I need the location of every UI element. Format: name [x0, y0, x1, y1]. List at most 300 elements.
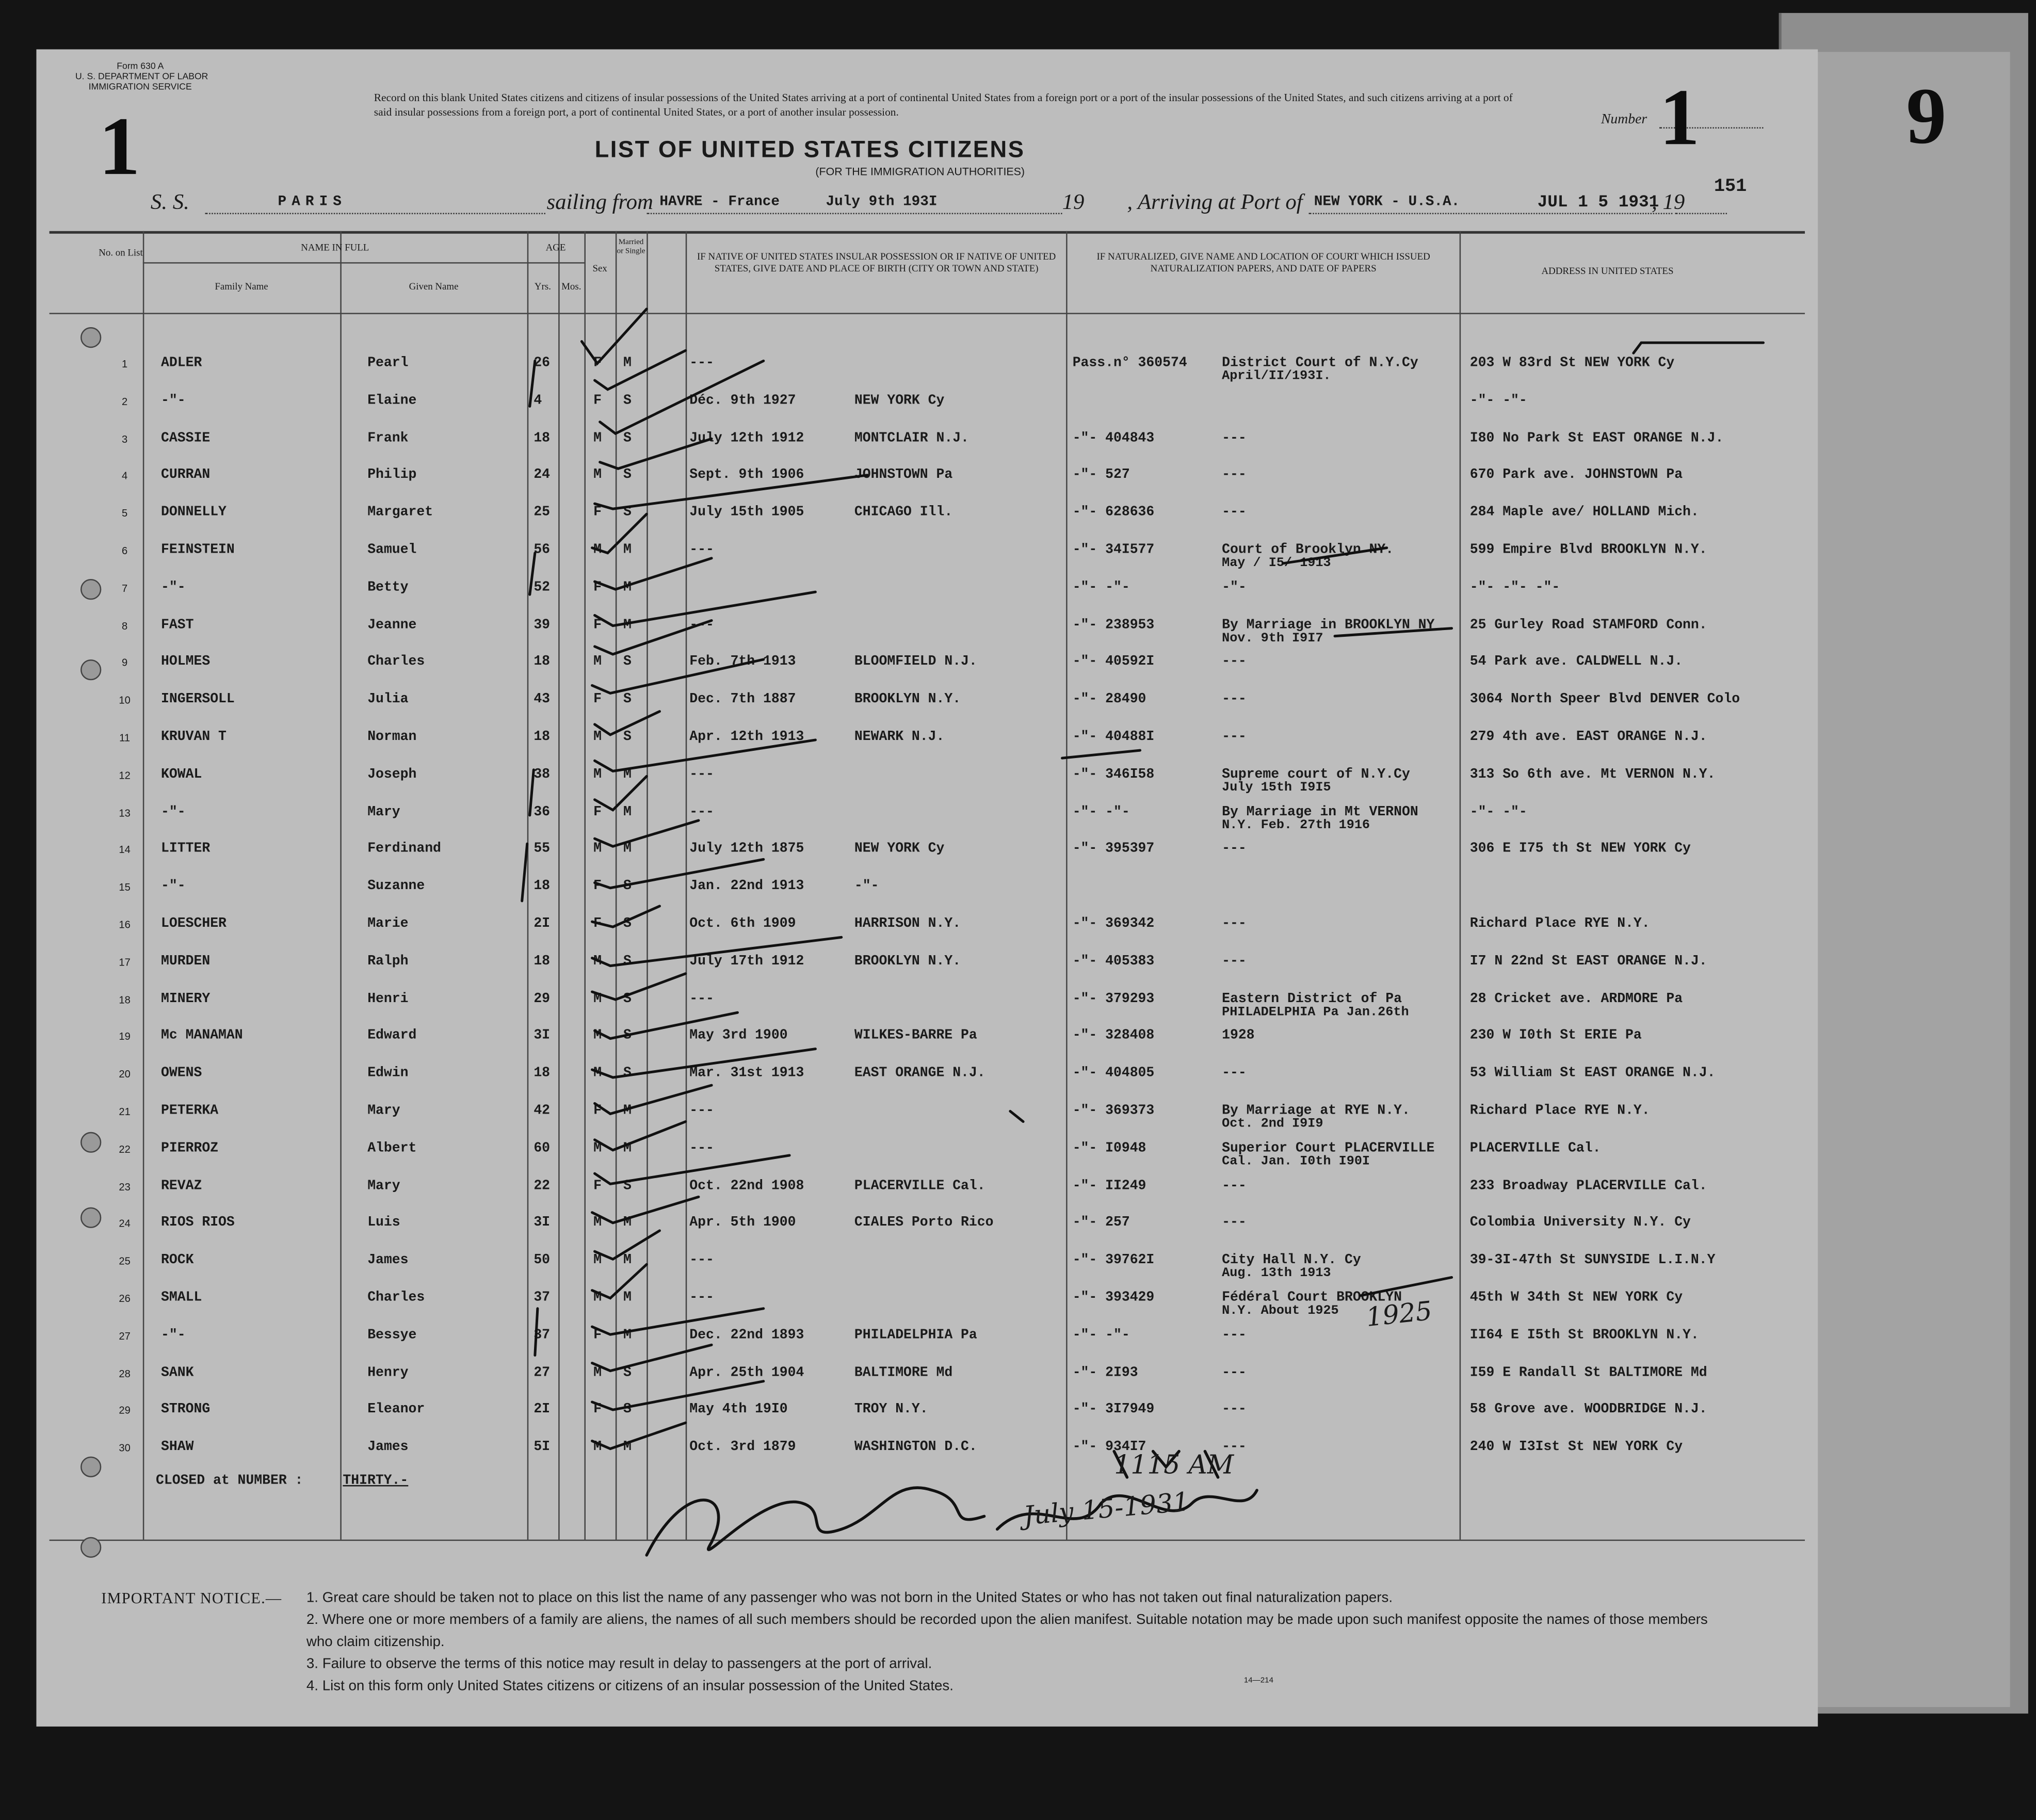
family-name: -"-	[161, 879, 186, 895]
address: Richard Place RYE N.Y.	[1469, 916, 1650, 932]
court-line-1: 1928	[1222, 1028, 1255, 1044]
row-number: 10	[119, 695, 131, 707]
birth-place: JOHNSTOWN Pa	[854, 468, 953, 484]
birth-date: ---	[689, 1290, 714, 1306]
row-number: 3	[121, 433, 128, 445]
sex: M	[593, 430, 602, 446]
given-name: Norman	[367, 729, 417, 746]
age-years: 18	[534, 1066, 551, 1082]
birth-date: ---	[689, 767, 714, 783]
birth-date: July 15th 1905	[689, 505, 804, 521]
certificate-number: -"- 369373	[1072, 1103, 1155, 1119]
marital-status: S	[623, 1066, 632, 1082]
address: 306 E I75 th St NEW YORK Cy	[1469, 842, 1691, 858]
court-line-1: ---	[1222, 1440, 1247, 1456]
page-edge	[1815, 52, 2010, 1708]
age-years: 18	[534, 430, 551, 446]
age-years: 2I	[534, 1402, 551, 1419]
sex: M	[593, 954, 602, 970]
address: 58 Grove ave. WOODBRIDGE N.J.	[1469, 1402, 1707, 1419]
form-code: 14—214	[1243, 1677, 1273, 1685]
court-line-1: ---	[1222, 692, 1247, 708]
given-name: Edwin	[367, 1066, 409, 1082]
punch-hole	[80, 1537, 101, 1558]
family-name: INGERSOLL	[161, 692, 235, 708]
family-name: -"-	[161, 580, 186, 596]
notice-label: IMPORTANT NOTICE.—	[101, 1589, 282, 1607]
certificate-number: -"- 28490	[1072, 692, 1146, 708]
age-years: 60	[534, 1140, 551, 1156]
court-line-1: Supreme court of N.Y.Cy	[1222, 767, 1410, 783]
family-name: MINERY	[161, 991, 211, 1007]
birth-date: Mar. 31st 1913	[689, 1066, 804, 1082]
punch-hole	[80, 1207, 101, 1228]
court-line-1: ---	[1222, 1215, 1247, 1231]
row-number: 27	[119, 1330, 131, 1342]
row-number: 29	[119, 1405, 131, 1417]
family-name: STRONG	[161, 1402, 211, 1419]
birth-place: BROOKLYN N.Y.	[854, 692, 961, 708]
family-name: FAST	[161, 617, 194, 633]
court-line-2: July 15th I9I5	[1222, 781, 1331, 796]
sex: M	[593, 1028, 602, 1044]
address: 599 Empire Blvd BROOKLYN N.Y.	[1469, 542, 1707, 558]
sex: M	[593, 1140, 602, 1156]
certificate-number: -"- I0948	[1072, 1140, 1146, 1156]
sex: M	[593, 729, 602, 746]
row-number: 28	[119, 1367, 131, 1380]
marital-status: S	[623, 879, 632, 895]
birth-date: ---	[689, 991, 714, 1007]
header-notice: Record on this blank United States citizens and citizens of insular possessions of the United States arriving at a port of continental United States from a foreign port or a port of the insular possessions of the United States, and such citizens arriving at a port of said insular possessions from a foreign port, a port of continental United States, or a port of another insular possession.	[374, 91, 1513, 118]
age-years: 38	[534, 767, 551, 783]
court-line-1: District Court of N.Y.Cy	[1222, 356, 1418, 372]
birth-date: Feb. 7th 1913	[689, 654, 796, 671]
closed-label: CLOSED at NUMBER :	[155, 1473, 303, 1489]
given-name: Margaret	[367, 505, 433, 521]
sex: F	[593, 393, 602, 409]
court-line-1: ---	[1222, 1365, 1247, 1381]
row-number: 4	[121, 470, 128, 482]
sex: F	[593, 1178, 602, 1194]
sex: M	[593, 991, 602, 1007]
ss-label: S. S.	[150, 189, 189, 215]
age-years: 18	[534, 954, 551, 970]
row-number: 7	[121, 583, 128, 594]
address: 54 Park ave. CALDWELL N.J.	[1469, 654, 1683, 671]
notice-item-3: 3. Failure to observe the terms of this notice may result in delay to passengers at the port of arrival.	[306, 1656, 932, 1672]
address: 284 Maple ave/ HOLLAND Mich.	[1469, 505, 1699, 521]
marital-status: M	[623, 1290, 632, 1306]
row-number: 20	[119, 1068, 131, 1081]
address: 25 Gurley Road STAMFORD Conn.	[1469, 617, 1707, 633]
department: U. S. DEPARTMENT OF LABOR	[75, 72, 208, 82]
row-number: 14	[119, 844, 131, 856]
certificate-number: -"- 379293	[1072, 991, 1155, 1007]
court-line-1: By Marriage in BROOKLYN NY	[1222, 617, 1435, 633]
birth-place: BLOOMFIELD N.J.	[854, 654, 977, 671]
address: II64 E I5th St BROOKLYN N.Y.	[1469, 1328, 1699, 1344]
birth-date: Dec. 7th 1887	[689, 692, 796, 708]
birth-date: ---	[689, 1140, 714, 1156]
birth-date: Déc. 9th 1927	[689, 393, 796, 409]
court-line-2: May / I5/ 1913	[1222, 557, 1331, 571]
certificate-number: -"- 40488I	[1072, 729, 1155, 746]
birth-place: NEWARK N.J.	[854, 729, 945, 746]
court-line-1: ---	[1222, 1178, 1247, 1194]
manifest-page	[36, 50, 1818, 1727]
court-line-1: ---	[1222, 1328, 1247, 1344]
birth-date: May 4th 19I0	[689, 1402, 788, 1419]
age-years: 43	[534, 692, 551, 708]
marital-status: S	[623, 916, 632, 932]
row-number: 18	[119, 993, 131, 1006]
col-birth: IF NATIVE OF UNITED STATES INSULAR POSSESSION OR IF NATIVE OF UNITED STATES, GIVE DATE AND PLACE OF BIRTH (CITY OR TOWN AND STATE)	[697, 250, 1056, 274]
year-label-2: , 19	[1652, 189, 1685, 215]
family-name: DONNELLY	[161, 505, 227, 521]
sex: M	[593, 767, 602, 783]
col-name: NAME IN FULL	[301, 241, 369, 253]
birth-place: EAST ORANGE N.J.	[854, 1066, 985, 1082]
court-line-1: By Marriage in Mt VERNON	[1222, 804, 1418, 820]
family-name: CURRAN	[161, 468, 211, 484]
row-number: 11	[119, 732, 131, 744]
address: 230 W I0th St ERIE Pa	[1469, 1028, 1642, 1044]
sex: F	[593, 505, 602, 521]
col-address: ADDRESS IN UNITED STATES	[1541, 265, 1674, 277]
notice-item-2: 2. Where one or more members of a family are aliens, the names of all such members should be recorded upon the alien manifest. Suitable notation may be made upon such manifest opposite the names of those members who claim citizenship.	[306, 1612, 1708, 1650]
given-name: Henri	[367, 991, 409, 1007]
marital-status: S	[623, 1402, 632, 1419]
certificate-number: Pass.n° 360574	[1072, 356, 1187, 372]
given-name: Bessye	[367, 1328, 417, 1344]
age-years: 56	[534, 542, 551, 558]
arrival-port: NEW YORK - U.S.A.	[1314, 195, 1460, 211]
sex: M	[593, 654, 602, 671]
given-name: Frank	[367, 430, 409, 446]
sex: M	[593, 468, 602, 484]
certificate-number: -"- 257	[1072, 1215, 1130, 1231]
birth-date: ---	[689, 804, 714, 820]
notice-item-4: 4. List on this form only United States citizens or citizens of an insular possession of the United States.	[306, 1678, 954, 1694]
certificate-number: -"- 934I7	[1072, 1440, 1146, 1456]
family-name: HOLMES	[161, 654, 211, 671]
given-name: Joseph	[367, 767, 417, 783]
court-line-2: Oct. 2nd I9I9	[1222, 1118, 1323, 1132]
court-line-1: ---	[1222, 505, 1247, 521]
certificate-number: -"- 2I93	[1072, 1365, 1138, 1381]
marital-status: S	[623, 692, 632, 708]
birth-date: July 12th 1912	[689, 430, 804, 446]
family-name: MURDEN	[161, 954, 211, 970]
sex: M	[593, 1365, 602, 1381]
family-name: KRUVAN T	[161, 729, 227, 746]
sex: M	[593, 542, 602, 558]
address: 240 W I3Ist St NEW YORK Cy	[1469, 1440, 1683, 1456]
ship-name: PARIS	[278, 195, 347, 211]
sailing-from: HAVRE - France	[659, 195, 780, 211]
given-name: Mary	[367, 1103, 400, 1119]
page-number: 151	[1714, 176, 1747, 198]
certificate-number: -"- 34I577	[1072, 542, 1155, 558]
certificate-number: -"- 405383	[1072, 954, 1155, 970]
sex: F	[593, 879, 602, 895]
given-name: Julia	[367, 692, 409, 708]
family-name: SMALL	[161, 1290, 202, 1306]
birth-place: NEW YORK Cy	[854, 393, 945, 409]
birth-date: July 17th 1912	[689, 954, 804, 970]
age-years: 55	[534, 842, 551, 858]
court-line-1: ---	[1222, 468, 1247, 484]
row-number: 13	[119, 807, 131, 819]
handwritten-time: 1115 AM	[1114, 1448, 1234, 1480]
punch-hole	[80, 659, 101, 680]
sex: F	[593, 916, 602, 932]
family-name: LITTER	[161, 842, 211, 858]
address: 233 Broadway PLACERVILLE Cal.	[1469, 1178, 1707, 1194]
age-years: 5I	[534, 1440, 551, 1456]
age-years: 39	[534, 617, 551, 633]
age-years: 37	[534, 1328, 551, 1344]
given-name: Edward	[367, 1028, 417, 1044]
corner-mark: 9	[1906, 72, 1947, 161]
given-name: Charles	[367, 1290, 425, 1306]
certificate-number: -"- 404843	[1072, 430, 1155, 446]
page-title: LIST OF UNITED STATES CITIZENS	[594, 136, 1025, 163]
birth-date: Apr. 25th 1904	[689, 1365, 804, 1381]
birth-date: Sept. 9th 1906	[689, 468, 804, 484]
age-years: 52	[534, 580, 551, 596]
birth-place: PHILADELPHIA Pa	[854, 1328, 977, 1344]
court-line-2: Cal. Jan. I0th I90I	[1222, 1155, 1370, 1170]
number-value: 1	[1659, 74, 1700, 163]
punch-hole	[80, 1132, 101, 1153]
marital-status: M	[623, 842, 632, 858]
row-number: 24	[119, 1218, 131, 1230]
birth-place: PLACERVILLE Cal.	[854, 1178, 985, 1194]
marital-status: M	[623, 767, 632, 783]
given-name: Elaine	[367, 393, 417, 409]
address: -"- -"-	[1469, 393, 1527, 409]
certificate-number: -"- 238953	[1072, 617, 1155, 633]
birth-date: Dec. 22nd 1893	[689, 1328, 804, 1344]
given-name: James	[367, 1440, 409, 1456]
family-name: ROCK	[161, 1253, 194, 1269]
address: -"- -"-	[1469, 804, 1527, 820]
sex: F	[593, 804, 602, 820]
family-name: ADLER	[161, 356, 202, 372]
marital-status: M	[623, 580, 632, 596]
address: Richard Place RYE N.Y.	[1469, 1103, 1650, 1119]
age-years: 37	[534, 1290, 551, 1306]
court-line-2: Nov. 9th I9I7	[1222, 632, 1323, 646]
birth-date: July 12th 1875	[689, 842, 804, 858]
certificate-number: -"- 3I7949	[1072, 1402, 1155, 1419]
family-name: FEINSTEIN	[161, 542, 235, 558]
marital-status: S	[623, 505, 632, 521]
court-line-1: ---	[1222, 1402, 1247, 1419]
court-line-1: ---	[1222, 842, 1247, 858]
address: 39-3I-47th St SUNYSIDE L.I.N.Y	[1469, 1253, 1716, 1269]
marital-status: S	[623, 1178, 632, 1194]
given-name: Albert	[367, 1140, 417, 1156]
given-name: Samuel	[367, 542, 417, 558]
row-number: 25	[119, 1255, 131, 1267]
family-name: KOWAL	[161, 767, 202, 783]
col-married: Married or Single	[617, 238, 645, 256]
birth-place: BALTIMORE Md	[854, 1365, 953, 1381]
address: I59 E Randall St BALTIMORE Md	[1469, 1365, 1707, 1381]
certificate-number: -"- 628636	[1072, 505, 1155, 521]
birth-date: Jan. 22nd 1913	[689, 879, 804, 895]
marital-status: M	[623, 356, 632, 372]
court-line-2: Aug. 13th 1913	[1222, 1267, 1331, 1282]
col-age: AGE	[545, 241, 566, 253]
family-name: Mc MANAMAN	[161, 1028, 243, 1044]
sex: F	[593, 1103, 602, 1119]
birth-date: ---	[689, 356, 714, 372]
birth-date: Oct. 22nd 1908	[689, 1178, 804, 1194]
marital-status: S	[623, 393, 632, 409]
given-name: Mary	[367, 1178, 400, 1194]
arriving-label: , Arriving at Port of	[1127, 189, 1303, 215]
given-name: Luis	[367, 1215, 400, 1231]
certificate-number: -"- -"-	[1072, 804, 1130, 820]
age-years: 27	[534, 1365, 551, 1381]
court-line-1: ---	[1222, 430, 1247, 446]
court-line-1: Eastern District of Pa	[1222, 991, 1402, 1007]
given-name: Marie	[367, 916, 409, 932]
col-family: Family Name	[215, 280, 268, 293]
birth-place: TROY N.Y.	[854, 1402, 928, 1419]
family-name: OWENS	[161, 1066, 202, 1082]
given-name: Mary	[367, 804, 400, 820]
row-number: 8	[121, 620, 128, 632]
row-number: 2	[121, 395, 128, 408]
given-name: Henry	[367, 1365, 409, 1381]
sex: F	[593, 617, 602, 633]
given-name: Ferdinand	[367, 842, 441, 858]
court-line-1: By Marriage at RYE N.Y.	[1222, 1103, 1410, 1119]
address: Colombia University N.Y. Cy	[1469, 1215, 1691, 1231]
age-years: 24	[534, 468, 551, 484]
birth-place: -"-	[854, 879, 879, 895]
notice-item-1: 1. Great care should be taken not to place on this list the name of any passenger who was not born in the United States or who has not taken out final naturalization papers.	[306, 1590, 1393, 1606]
marital-status: S	[623, 654, 632, 671]
address: 313 So 6th ave. Mt VERNON N.Y.	[1469, 767, 1716, 783]
birth-date: Apr. 5th 1900	[689, 1215, 796, 1231]
family-name: -"-	[161, 1328, 186, 1344]
certificate-number: -"- 404805	[1072, 1066, 1155, 1082]
age-years: 4	[534, 393, 542, 409]
age-years: 2I	[534, 916, 551, 932]
marital-status: S	[623, 468, 632, 484]
birth-place: CHICAGO Ill.	[854, 505, 953, 521]
court-line-1: ---	[1222, 916, 1247, 932]
marital-status: M	[623, 1328, 632, 1344]
birth-date: ---	[689, 1103, 714, 1119]
birth-place: WILKES-BARRE Pa	[854, 1028, 977, 1044]
address: 28 Cricket ave. ARDMORE Pa	[1469, 991, 1683, 1007]
marital-status: S	[623, 1028, 632, 1044]
certificate-number: -"- -"-	[1072, 580, 1130, 596]
address: 670 Park ave. JOHNSTOWN Pa	[1469, 468, 1683, 484]
year-label: 19	[1062, 189, 1085, 215]
court-line-1: Court of Brooklyn NY.	[1222, 542, 1394, 558]
row-number: 22	[119, 1143, 131, 1155]
sex: F	[593, 580, 602, 596]
birth-place: HARRISON N.Y.	[854, 916, 961, 932]
birth-place: CIALES Porto Rico	[854, 1215, 994, 1231]
given-name: James	[367, 1253, 409, 1269]
birth-date: Oct. 3rd 1879	[689, 1440, 796, 1456]
certificate-number: -"- 395397	[1072, 842, 1155, 858]
sailing-label: sailing from	[546, 189, 653, 215]
col-yrs: Yrs.	[534, 280, 551, 293]
number-label: Number	[1601, 111, 1647, 127]
punch-hole	[80, 579, 101, 600]
court-line-1: Fédéral Court BROOKLYN	[1222, 1290, 1402, 1306]
birth-date: Oct. 6th 1909	[689, 916, 796, 932]
certificate-number: -"- 369342	[1072, 916, 1155, 932]
row-number: 15	[119, 881, 131, 894]
col-mos: Mos.	[561, 280, 581, 293]
sex: F	[593, 692, 602, 708]
sex: M	[593, 1290, 602, 1306]
marital-status: S	[623, 1365, 632, 1381]
court-line-2: PHILADELPHIA Pa Jan.26th	[1222, 1005, 1409, 1020]
punch-hole	[80, 1457, 101, 1477]
court-line-2: N.Y. Feb. 27th 1916	[1222, 818, 1370, 833]
marital-status: S	[623, 729, 632, 746]
given-name: Eleanor	[367, 1402, 425, 1419]
court-line-1: ---	[1222, 654, 1247, 671]
handwritten-checkmarks	[36, 50, 1818, 1727]
closed-value: THIRTY.-	[343, 1473, 409, 1489]
age-years: 36	[534, 804, 551, 820]
certificate-number: -"- 40592I	[1072, 654, 1155, 671]
sex: M	[593, 842, 602, 858]
sex: F	[593, 1328, 602, 1344]
row-number: 12	[119, 769, 131, 781]
age-years: 29	[534, 991, 551, 1007]
given-name: Suzanne	[367, 879, 425, 895]
birth-date: May 3rd 1900	[689, 1028, 788, 1044]
left-mark: 1	[99, 100, 140, 192]
row-number: 23	[119, 1181, 131, 1193]
given-name: Pearl	[367, 356, 409, 372]
marital-status: M	[623, 617, 632, 633]
family-name: CASSIE	[161, 430, 211, 446]
row-number: 9	[121, 657, 128, 669]
marital-status: M	[623, 1253, 632, 1269]
row-number: 5	[121, 508, 128, 520]
given-name: Charles	[367, 654, 425, 671]
birth-date: ---	[689, 1253, 714, 1269]
court-line-2: April/II/193I.	[1222, 369, 1331, 384]
family-name: REVAZ	[161, 1178, 202, 1194]
birth-place: NEW YORK Cy	[854, 842, 945, 858]
age-years: 3I	[534, 1215, 551, 1231]
age-years: 50	[534, 1253, 551, 1269]
row-number: 17	[119, 956, 131, 969]
row-number: 19	[119, 1031, 131, 1043]
col-given: Given Name	[409, 280, 459, 293]
row-number: 1	[121, 358, 128, 370]
certificate-number: -"- 328408	[1072, 1028, 1155, 1044]
given-name: Ralph	[367, 954, 409, 970]
form-number: Form 630 A	[117, 62, 164, 72]
